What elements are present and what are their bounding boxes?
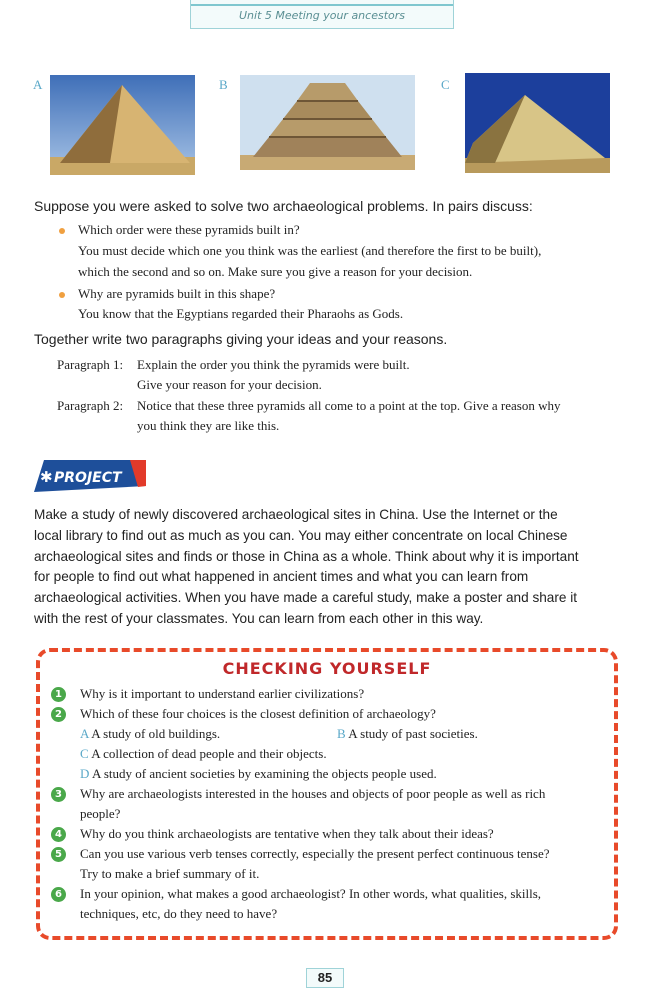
project-line: with the rest of your classmates. You can learn from each other in this way.	[34, 610, 484, 626]
item-number-badge: 6	[51, 887, 66, 902]
checking-question-cont: techniques, etc, do they need to have?	[80, 906, 278, 921]
header-rule	[191, 4, 453, 6]
project-badge	[34, 460, 146, 492]
svg-text:✱: ✱	[40, 468, 53, 486]
item-number-badge: 5	[51, 847, 66, 862]
bullet-detail: You must decide which one you think was the earliest (and therefore the first to be built),	[78, 243, 542, 258]
picture-label-a: A	[33, 77, 43, 92]
option-text: A study of old buildings.	[91, 726, 221, 741]
item-number-badge: 3	[51, 787, 66, 802]
checking-question-cont: Try to make a brief summary of it.	[80, 866, 260, 881]
paragraph-line: Give your reason for your decision.	[137, 377, 322, 392]
picture-label-b: B	[219, 77, 228, 92]
option-a	[80, 726, 220, 742]
bullet-detail: You know that the Egyptians regarded their Pharaohs as Gods.	[78, 306, 404, 321]
option-letter: B	[337, 726, 346, 741]
checking-question: Which of these four choices is the closest definition of archaeology?	[80, 706, 436, 721]
unit-title: Unit 5 Meeting your ancestors	[238, 9, 405, 22]
picture-label-c: C	[441, 77, 450, 92]
paragraph-line: you think they are like this.	[137, 418, 280, 433]
project-line: local library to find out as much as you can. You may either concentrate on local Chinese	[34, 527, 568, 543]
paragraph-label: Paragraph 1:	[57, 357, 124, 372]
option-text: A study of ancient societies by examining the objects people used.	[91, 766, 437, 781]
project-badge-label: PROJECT	[54, 470, 122, 486]
paragraph-label: Paragraph 2:	[57, 398, 124, 413]
paragraph-line: Explain the order you think the pyramids were built.	[137, 357, 410, 372]
checking-question: In your opinion, what makes a good archaeologist? In other words, what qualities, skills,	[80, 886, 542, 901]
checking-question: Why is it important to understand earlier civilizations?	[80, 686, 365, 701]
bullet-dot	[59, 292, 65, 298]
checking-question-cont: people?	[80, 806, 121, 821]
paragraph-line: Notice that these three pyramids all come to a point at the top. Give a reason why	[137, 398, 561, 413]
option-c	[80, 746, 327, 762]
option-letter: D	[80, 766, 90, 781]
pyramid-photo-c	[465, 73, 610, 173]
intro-text: Suppose you were asked to solve two archaeological problems. In pairs discuss:	[34, 198, 533, 214]
option-letter: A	[80, 726, 89, 741]
project-line: archaeological sites and finds or those in China as a whole. Think about why it is important	[34, 548, 579, 564]
pyramid-photo-a	[50, 75, 195, 175]
project-line: for people to find out what happened in ancient times and what you can learn from	[34, 569, 529, 585]
checking-question: Can you use various verb tenses correctly, especially the present perfect continuous tense?	[80, 846, 550, 861]
item-number-badge: 2	[51, 707, 66, 722]
option-text: A collection of dead people and their objects.	[91, 746, 327, 761]
checking-yourself-title: CHECKING YOURSELF	[222, 659, 432, 678]
project-line: archaeological activities. When you have made a careful study, make a poster and share it	[34, 590, 578, 606]
bullet-dot	[59, 228, 65, 234]
pyramid-photo-b	[240, 75, 415, 170]
item-number-badge: 4	[51, 827, 66, 842]
project-paragraph	[34, 505, 624, 630]
option-b	[337, 726, 478, 742]
checking-question: Why do you think archaeologists are tentative when they talk about their ideas?	[80, 826, 494, 841]
project-line: Make a study of newly discovered archaeological sites in China. Use the Internet or the	[34, 507, 558, 522]
option-text: A study of past societies.	[348, 726, 478, 741]
page-number: 85	[306, 968, 344, 988]
unit-header	[190, 0, 454, 29]
together-instruction: Together write two paragraphs giving your ideas and your reasons.	[34, 331, 448, 347]
item-number-badge: 1	[51, 687, 66, 702]
bullet-detail: which the second and so on. Make sure you give a reason for your decision.	[78, 264, 473, 279]
option-d	[80, 766, 437, 782]
checking-question: Why are archaeologists interested in the houses and objects of poor people as well as rich	[80, 786, 546, 801]
option-letter: C	[80, 746, 89, 761]
bullet-question: Why are pyramids built in this shape?	[78, 286, 276, 301]
bullet-question: Which order were these pyramids built in?	[78, 222, 300, 237]
